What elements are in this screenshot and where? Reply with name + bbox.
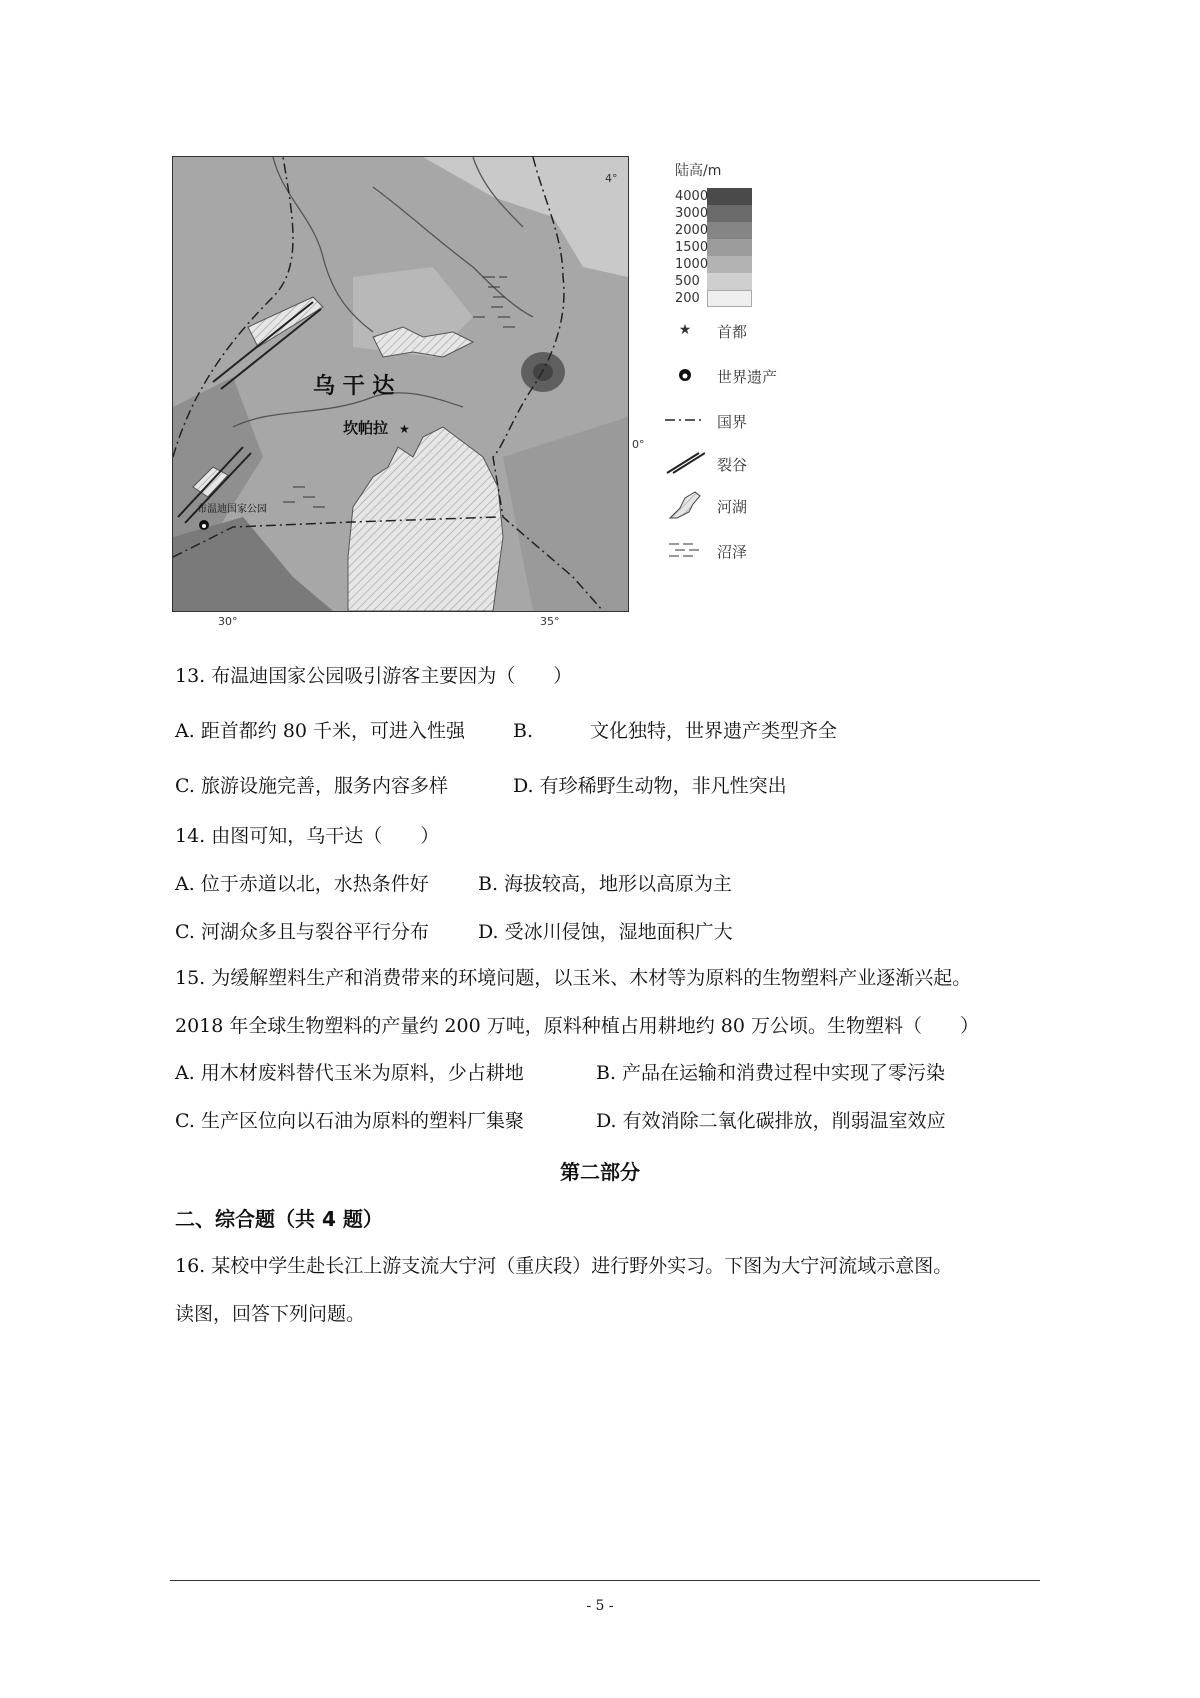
q16-line1: 16. 某校中学生赴长江上游支流大宁河（重庆段）进行野外实习。下图为大宁河流域示意图。: [175, 1255, 953, 1277]
legend-border: 国界: [665, 405, 800, 435]
country-label: 乌 干 达: [313, 374, 395, 399]
elevation-title: 陆高/m: [675, 163, 722, 179]
part-two-title: 第二部分: [560, 1160, 640, 1184]
lon-label-30: 30°: [218, 615, 238, 628]
legend-lake: 河湖: [665, 490, 800, 520]
rift-icon: [665, 448, 705, 478]
star-icon: ★: [678, 322, 692, 338]
q14-stem: 14. 由图可知，乌干达（ ）: [175, 825, 440, 847]
elev-level: 500: [675, 274, 700, 289]
park-label: 布温迪国家公园: [197, 504, 267, 515]
q16-line2: 读图，回答下列问题。: [175, 1303, 366, 1325]
elev-level: 1000: [675, 257, 709, 272]
lake-icon: [665, 490, 705, 520]
legend-capital: ★ 首都: [665, 315, 800, 345]
q14-option-d: D. 受冰川侵蚀，湿地面积广大: [478, 921, 733, 943]
swamp-icon: [665, 535, 705, 565]
elev-level: 200: [675, 291, 700, 306]
q13-option-a: A. 距首都约 80 千米，可进入性强: [175, 720, 466, 742]
footer-divider: [170, 1580, 1040, 1581]
q14-option-a: A. 位于赤道以北，水热条件好: [175, 873, 429, 895]
legend-heritage: 世界遗产: [665, 360, 800, 390]
q13-option-d: D. 有珍稀野生动物，非凡性突出: [513, 775, 787, 797]
q15-stem-line2: 2018 年全球生物塑料的产量约 200 万吨，原料种植占用耕地约 80 万公顷。生物塑料（ ）: [175, 1015, 979, 1037]
page-number: - 5 -: [586, 1598, 614, 1614]
capital-label: 坎帕拉: [343, 419, 389, 437]
legend-swamp: 沼泽: [665, 535, 800, 565]
legend-rift: 裂谷: [665, 448, 800, 478]
q15-option-b: B. 产品在运输和消费过程中实现了零污染: [596, 1062, 946, 1084]
lat-label-4: 4°: [605, 172, 618, 185]
elev-level: 4000: [675, 189, 709, 204]
q13-option-b: B. 文化独特，世界遗产类型齐全: [513, 720, 838, 742]
lon-label-35: 35°: [540, 615, 560, 628]
q14-option-b: B. 海拔较高，地形以高原为主: [478, 873, 733, 895]
q14-option-c: C. 河湖众多且与裂谷平行分布: [175, 921, 429, 943]
map-legend: [665, 150, 800, 650]
elev-level: 1500: [675, 240, 709, 255]
heritage-icon: [665, 360, 705, 390]
lat-label-0: 0°: [632, 438, 645, 451]
terrain-map: [173, 157, 628, 611]
q13-stem: 13. 布温迪国家公园吸引游客主要因为（ ）: [175, 665, 573, 687]
elevation-scale: [675, 188, 765, 307]
elev-level: 2000: [675, 223, 709, 238]
q15-option-d: D. 有效消除二氧化碳排放，削弱温室效应: [596, 1110, 946, 1132]
q15-option-c: C. 生产区位向以石油为原料的塑料厂集聚: [175, 1110, 524, 1132]
elev-level: 3000: [675, 206, 709, 221]
q15-stem-line1: 15. 为缓解塑料生产和消费带来的环境问题，以玉米、木材等为原料的生物塑料产业逐渐兴起。: [175, 967, 972, 989]
section-heading: 二、综合题（共 4 题）: [175, 1207, 383, 1231]
capital-star-icon: ★: [399, 422, 410, 436]
uganda-map-figure: [160, 150, 800, 650]
q13-option-c: C. 旅游设施完善，服务内容多样: [175, 775, 448, 797]
map-frame: [172, 156, 629, 612]
q15-option-a: A. 用木材废料替代玉米为原料，少占耕地: [175, 1062, 524, 1084]
border-line-icon: [665, 405, 705, 435]
